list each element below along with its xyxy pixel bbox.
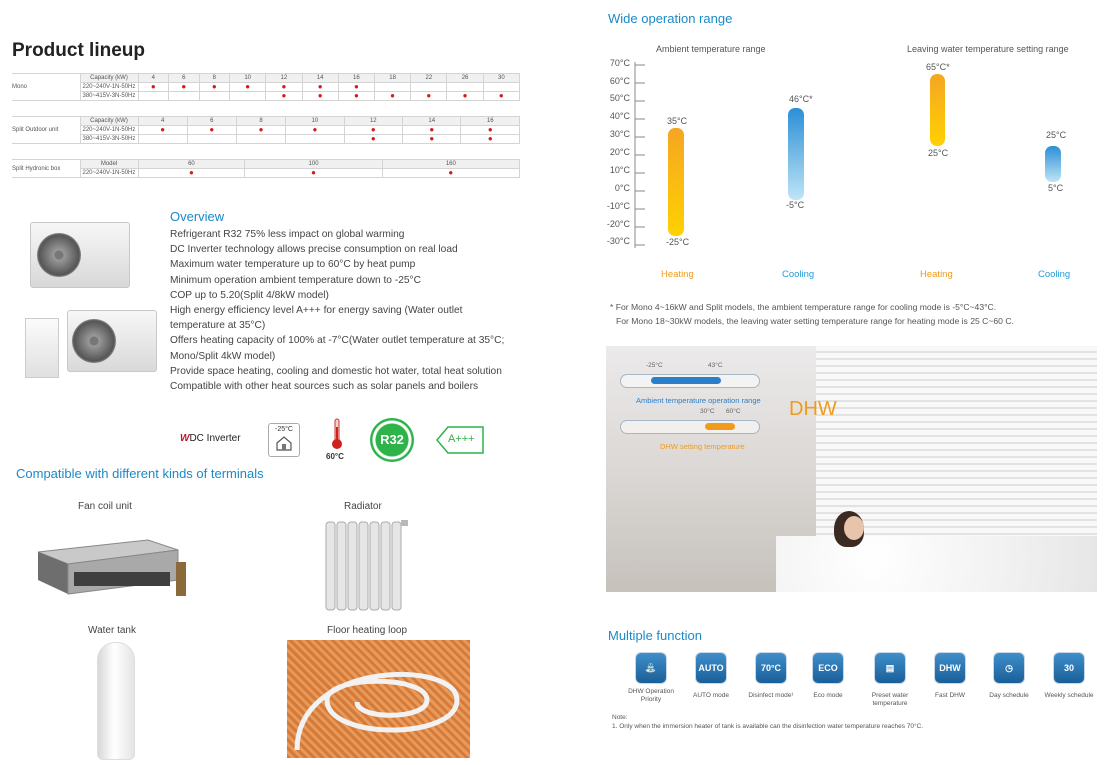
availability-dot: ●	[187, 126, 236, 135]
dhw-gauge-fill	[705, 423, 735, 430]
range-footnote	[610, 300, 1014, 328]
availability-dot: ●	[302, 83, 338, 92]
availability-dot: ●	[344, 126, 402, 135]
dhw-gauge-caption: DHW setting temperature	[660, 442, 745, 451]
note-text: 1. Only when the immersion heater of tank is available can the disinfection water temperature reaches 70°C.	[612, 723, 924, 730]
dc-inverter-label: DC Inverter	[189, 433, 241, 444]
bath-foam	[776, 536, 1097, 592]
overview-item: Maximum water temperature up to 60°C by heat pump	[170, 259, 416, 271]
leaving-heating-mode-label: Heating	[920, 269, 953, 280]
multiple-function-title: Multiple function	[608, 628, 702, 643]
ambient-range-gauge	[620, 374, 760, 388]
mono-cap: 6	[169, 74, 200, 83]
table-row	[12, 83, 520, 92]
fan-grille	[72, 319, 116, 363]
availability-dot: ●	[266, 92, 302, 101]
hydronic-model: 60	[138, 160, 245, 169]
leaving-heating-min: 25°C	[928, 148, 949, 158]
mono-table	[12, 73, 520, 101]
availability-dot: ●	[302, 92, 338, 101]
ambient-low-label: -25°C	[646, 362, 663, 369]
leaving-water-range-title: Leaving water temperature setting range	[907, 44, 1069, 54]
ambient-cooling-range-bar	[788, 108, 804, 200]
function-label: DHW Operation Priority	[628, 688, 674, 703]
leaving-cooling-min: 5°C	[1048, 183, 1064, 193]
function-note	[612, 713, 923, 731]
function-weekly-schedule	[1033, 653, 1105, 700]
ambient-cooling-max: 46°C*	[789, 94, 813, 104]
low-temperature-badge	[268, 423, 300, 457]
axis-tick: -20°C	[606, 219, 630, 229]
floor-heating-label: Floor heating loop	[327, 625, 408, 636]
overview-item: Refrigerant R32 75% less impact on global warming	[170, 229, 405, 240]
availability-dot: ●	[230, 83, 266, 92]
availability-dot	[138, 135, 187, 144]
overview-title: Overview	[170, 209, 225, 224]
dhw-low-label: 30°C	[700, 408, 715, 415]
axis-tick: 30°C	[609, 129, 630, 139]
axis-tick: 40°C	[609, 111, 630, 121]
water-tank-image	[97, 642, 135, 760]
mono-cap: 12	[266, 74, 302, 83]
overview-item: Provide space heating, cooling and domestic hot water, total heat solution	[170, 365, 502, 377]
mono-cap: 14	[302, 74, 338, 83]
mono-cap: 30	[483, 74, 519, 83]
thermometer-70-icon: 70°C	[756, 653, 786, 683]
availability-dot: ●	[374, 92, 410, 101]
hydronic-model: 160	[382, 160, 519, 169]
pipe-loop-icon	[287, 640, 470, 758]
availability-dot: ●	[138, 169, 245, 178]
availability-dot: ●	[461, 135, 520, 144]
dhw-range-gauge	[620, 420, 760, 434]
house-icon	[275, 435, 293, 451]
mono-cap: 18	[374, 74, 410, 83]
availability-dot: ●	[236, 126, 285, 135]
split-cap: 10	[286, 117, 344, 126]
function-label: Disinfect mode¹	[748, 692, 794, 699]
voltage-label: 220~240V-1N-50Hz	[80, 83, 138, 92]
function-label: Day schedule	[989, 692, 1029, 699]
split-outdoor-header-label: Capacity (kW)	[80, 117, 138, 126]
function-label: Weekly schedule	[1044, 692, 1094, 699]
leaving-cooling-mode-label: Cooling	[1038, 269, 1071, 280]
split-hydronic-table	[12, 159, 520, 178]
dhw-photo-panel	[606, 346, 1097, 592]
availability-dot: ●	[199, 83, 230, 92]
table-row	[12, 135, 520, 144]
split-hydronic-group-label: Split Hydronic box	[12, 160, 80, 178]
leaving-heating-max: 65°C*	[926, 62, 950, 72]
thermometer-icon	[330, 418, 344, 450]
availability-dot	[169, 92, 200, 101]
mono-cap: 26	[447, 74, 483, 83]
mono-cap: 22	[411, 74, 447, 83]
floor-heating-image	[287, 640, 470, 758]
ambient-heating-max: 35°C	[667, 116, 688, 126]
leaving-cooling-range-bar	[1045, 146, 1061, 182]
ambient-gauge-caption: Ambient temperature operation range	[636, 396, 761, 405]
availability-dot: ●	[403, 126, 461, 135]
function-label: Fast DHW	[935, 692, 965, 699]
mono-cap: 16	[338, 74, 374, 83]
split-cap: 6	[187, 117, 236, 126]
function-label: Preset water temperature	[871, 692, 909, 707]
energy-label-text: A+++	[448, 433, 475, 445]
availability-dot	[286, 135, 344, 144]
preset-temperature-icon: ▤	[875, 653, 905, 683]
availability-dot: ●	[344, 135, 402, 144]
availability-dot	[230, 92, 266, 101]
availability-dot: ●	[138, 126, 187, 135]
low-temperature-label: -25°C	[275, 426, 293, 433]
table-row	[12, 92, 520, 101]
function-label: Eco mode	[813, 692, 843, 699]
footnote-line: For Mono 18~30kW models, the leaving water setting temperature range for heating mode is 25 C~60 C.	[616, 316, 1014, 326]
availability-dot: ●	[382, 169, 519, 178]
mono-group-label: Mono	[12, 74, 80, 101]
mono-cap: 4	[138, 74, 169, 83]
mono-cap: 8	[199, 74, 230, 83]
mono-cap: 10	[230, 74, 266, 83]
hydronic-model: 100	[245, 160, 382, 169]
split-outdoor-table	[12, 116, 520, 144]
availability-dot	[187, 135, 236, 144]
tap-icon: ⛲	[636, 653, 666, 683]
availability-dot: ●	[286, 126, 344, 135]
voltage-label: 220~240V-1N-50Hz	[80, 169, 138, 178]
availability-dot: ●	[169, 83, 200, 92]
overview-item: High energy efficiency level A+++ for energy saving (Water outlet temperature at 35°C)	[170, 305, 463, 332]
axis-tick: -10°C	[606, 201, 630, 211]
fast-dhw-icon: DHW	[935, 653, 965, 683]
fan-grille	[37, 233, 81, 277]
hydronic-box-image	[25, 318, 59, 378]
axis-tick: 0°C	[614, 183, 630, 193]
split-cap: 4	[138, 117, 187, 126]
availability-dot: ●	[138, 83, 169, 92]
availability-dot: ●	[266, 83, 302, 92]
axis-tick: 10°C	[609, 165, 630, 175]
split-outdoor-group-label: Split Outdoor unit	[12, 117, 80, 144]
day-schedule-icon: ◷	[994, 653, 1024, 683]
availability-dot	[236, 135, 285, 144]
availability-dot: ●	[447, 92, 483, 101]
availability-dot: ●	[338, 83, 374, 92]
mono-unit-image	[30, 222, 130, 288]
leaving-heating-range-bar	[930, 74, 945, 146]
note-title: Note:	[612, 714, 628, 721]
ambient-heating-mode-label: Heating	[661, 269, 694, 280]
availability-dot: ●	[338, 92, 374, 101]
function-label: AUTO mode	[692, 692, 729, 699]
terminals-title: Compatible with different kinds of terminals	[16, 466, 264, 481]
person-face	[844, 516, 864, 540]
dhw-heading: DHW	[789, 398, 837, 420]
mono-header-label: Capacity (kW)	[80, 74, 138, 83]
split-cap: 8	[236, 117, 285, 126]
fan-coil-unit-image	[28, 532, 188, 602]
ambient-cooling-mode-label: Cooling	[782, 269, 815, 280]
leaving-cooling-max: 25°C	[1046, 130, 1067, 140]
availability-dot	[199, 92, 230, 101]
r32-badge: R32	[370, 418, 414, 462]
ambient-range-title: Ambient temperature range	[656, 44, 766, 54]
voltage-label: 220~240V-1N-50Hz	[80, 126, 138, 135]
max-temperature-label: 60°C	[326, 452, 344, 461]
eco-icon: ECO	[813, 653, 843, 683]
overview-item: Offers heating capacity of 100% at -7°C(Water outlet temperature at 35°C; Mono/Split 4kW model)	[170, 335, 505, 362]
water-tank-label: Water tank	[88, 625, 136, 636]
energy-label-badge	[436, 426, 484, 454]
split-cap: 12	[344, 117, 402, 126]
split-cap: 14	[403, 117, 461, 126]
overview-list	[170, 227, 505, 394]
dc-inverter-mark: W	[180, 433, 190, 444]
axis-tick: 60°C	[609, 76, 630, 86]
split-outdoor-unit-image	[67, 310, 157, 372]
dc-inverter-badge	[180, 433, 241, 444]
voltage-label: 380~415V-3N-50Hz	[80, 135, 138, 144]
temperature-ruler	[634, 62, 648, 248]
table-row	[12, 169, 520, 178]
voltage-label: 380~415V-3N-50Hz	[80, 92, 138, 101]
split-hydronic-header-label: Model	[80, 160, 138, 169]
availability-dot: ●	[403, 135, 461, 144]
radiator-label: Radiator	[344, 501, 382, 512]
axis-tick: -30°C	[606, 236, 630, 246]
overview-item: DC Inverter technology allows precise consumption on real load	[170, 244, 458, 256]
fan-coil-label: Fan coil unit	[78, 501, 132, 512]
availability-dot: ●	[411, 92, 447, 101]
overview-item: Compatible with other heat sources such as solar panels and boilers	[170, 381, 479, 393]
ambient-high-label: 43°C	[708, 362, 723, 369]
footnote-line: * For Mono 4~16kW and Split models, the ambient temperature range for cooling mode is -5°C~43°C.	[610, 302, 997, 312]
auto-icon: AUTO	[696, 653, 726, 683]
weekly-schedule-icon: 30	[1054, 653, 1084, 683]
availability-dot: ●	[461, 126, 520, 135]
ambient-gauge-fill	[651, 377, 721, 384]
ambient-heating-range-bar	[668, 128, 684, 236]
availability-dot	[138, 92, 169, 101]
table-row	[12, 126, 520, 135]
ambient-heating-min: -25°C	[666, 237, 690, 247]
overview-item: Minimum operation ambient temperature down to -25°C	[170, 274, 421, 286]
axis-tick: 20°C	[609, 147, 630, 157]
availability-dot: ●	[483, 92, 519, 101]
product-lineup-title: Product lineup	[12, 40, 145, 61]
overview-item: COP up to 5.20(Split 4/8kW model)	[170, 289, 329, 301]
operation-range-title: Wide operation range	[608, 11, 733, 26]
dhw-high-label: 60°C	[726, 408, 741, 415]
radiator-image	[322, 516, 410, 614]
availability-dot: ●	[245, 169, 382, 178]
split-cap: 16	[461, 117, 520, 126]
axis-tick: 50°C	[609, 93, 630, 103]
ambient-cooling-min: -5°C	[786, 200, 805, 210]
axis-tick: 70°C	[609, 58, 630, 68]
